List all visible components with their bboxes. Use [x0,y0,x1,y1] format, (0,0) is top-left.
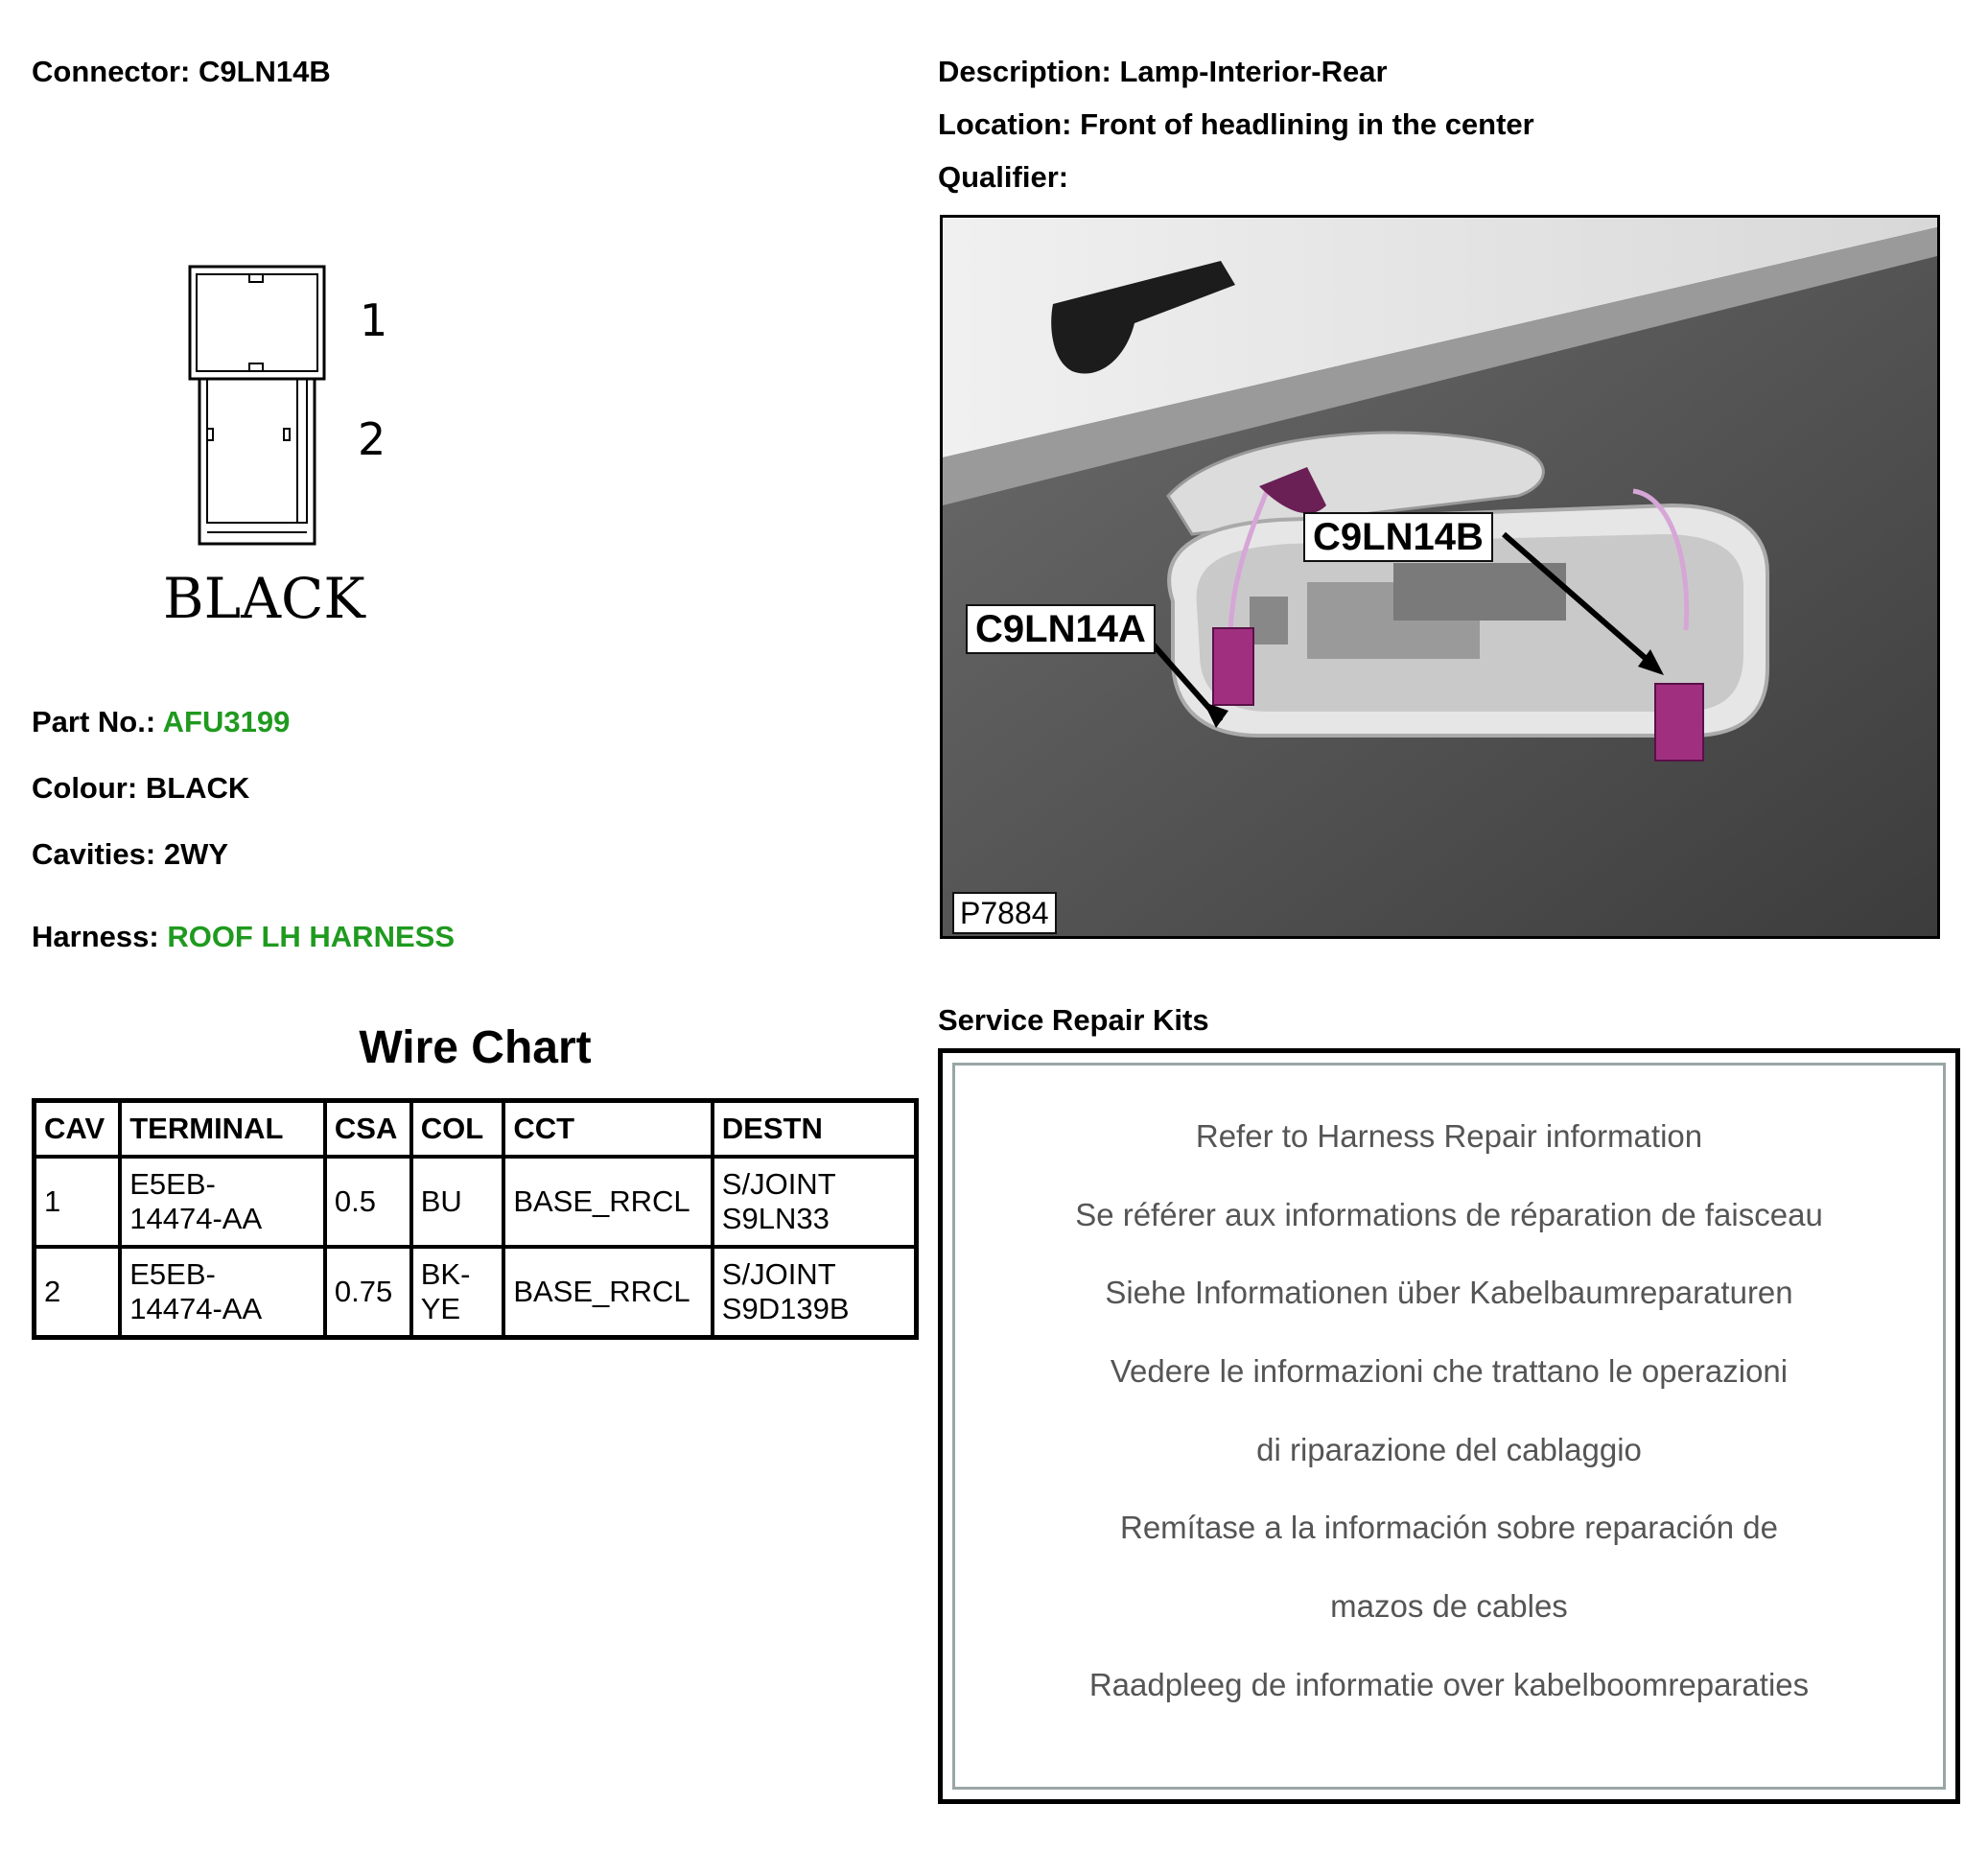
pin-1-label: 1 [360,294,388,346]
srk-line-es-2: mazos de cables [1330,1588,1568,1624]
cavities-value: 2WY [163,837,229,871]
header-csa: CSA [325,1101,411,1158]
cell-col [411,1247,504,1338]
colour-line [32,771,249,806]
service-repair-kits-inner [952,1063,1946,1790]
description-value: Lamp-Interior-Rear [1119,55,1388,88]
table-row [35,1247,917,1338]
wire-chart-table [32,1098,919,1340]
service-repair-kits-title: Service Repair Kits [938,1003,1209,1037]
connector-face-diagram [153,254,441,638]
srk-line-it-1: Vedere le informazioni che trattano le operazioni [1110,1353,1789,1389]
part-number-line [32,705,290,739]
cell-cav: 2 [35,1247,121,1338]
harness-line [32,920,455,954]
connector-heading [32,55,331,89]
cell-col-line2: YE [420,1292,461,1325]
cell-terminal-line1: E5EB- [129,1167,216,1201]
cell-terminal [120,1157,325,1247]
callout-c9ln14a: C9LN14A [966,604,1156,654]
cell-destn-line2: S9LN33 [721,1202,830,1235]
cavities-label: Cavities: [32,837,156,871]
cell-destn-line1: S/JOINT [721,1167,836,1201]
cell-terminal-line1: E5EB- [129,1257,216,1291]
location-value: Front of headlining in the center [1080,107,1534,141]
wire-chart-header-row [35,1101,917,1158]
connector-color-caption: BLACK [163,566,365,631]
srk-line-it-2: di riparazione del cablaggio [1256,1432,1642,1467]
connector-label: Connector: [32,55,191,88]
cell-cct: BASE_RRCL [503,1247,712,1338]
part-number-link[interactable]: AFU3199 [162,705,291,738]
location-label: Location: [938,107,1072,141]
cell-csa: 0.75 [325,1247,411,1338]
cavities-line [32,837,228,872]
cell-col-line1: BK- [420,1257,471,1291]
cell-destn [713,1157,917,1247]
location-line [938,107,1534,142]
header-cav: CAV [35,1101,121,1158]
service-repair-kits-box [938,1048,1960,1804]
wire-chart-title: Wire Chart [359,1022,592,1073]
headlining-illustration [943,218,1937,936]
cell-col [411,1157,504,1247]
pin-2-label: 2 [358,413,386,465]
srk-line-es-1: Remítase a la información sobre reparación de [1119,1510,1779,1545]
description-line [938,55,1388,89]
qualifier-label: Qualifier: [938,160,1069,194]
header-cct: CCT [503,1101,712,1158]
callout-c9ln14b: C9LN14B [1303,512,1493,562]
header-destn: DESTN [713,1101,917,1158]
cell-csa: 0.5 [325,1157,411,1247]
srk-line-en: Refer to Harness Repair information [1195,1118,1703,1154]
qualifier-line [938,160,1068,195]
cell-destn-line2: S9D139B [721,1292,850,1325]
cell-cct: BASE_RRCL [503,1157,712,1247]
cell-destn [713,1247,917,1338]
table-row [35,1157,917,1247]
description-label: Description: [938,55,1111,88]
cell-terminal [120,1247,325,1338]
header-terminal: TERMINAL [120,1101,325,1158]
colour-label: Colour: [32,771,138,805]
location-photo [940,215,1940,939]
cell-terminal-line2: 14474-AA [129,1292,263,1325]
cell-destn-line1: S/JOINT [721,1257,836,1291]
cell-col-line1: BU [420,1184,462,1218]
part-number-label: Part No.: [32,705,156,738]
srk-line-fr: Se référer aux informations de réparation de faisceau [1075,1197,1823,1232]
cell-terminal-line2: 14474-AA [129,1202,263,1235]
colour-value: BLACK [145,771,250,805]
harness-label: Harness: [32,920,159,953]
cell-cav: 1 [35,1157,121,1247]
figure-id: P7884 [952,892,1057,934]
srk-line-de: Siehe Informationen über Kabelbaumreparaturen [1105,1275,1793,1310]
connector-value: C9LN14B [198,55,331,88]
harness-link[interactable]: ROOF LH HARNESS [167,920,455,953]
header-col: COL [411,1101,504,1158]
srk-line-nl: Raadpleeg de informatie over kabelboomreparaties [1088,1667,1810,1702]
